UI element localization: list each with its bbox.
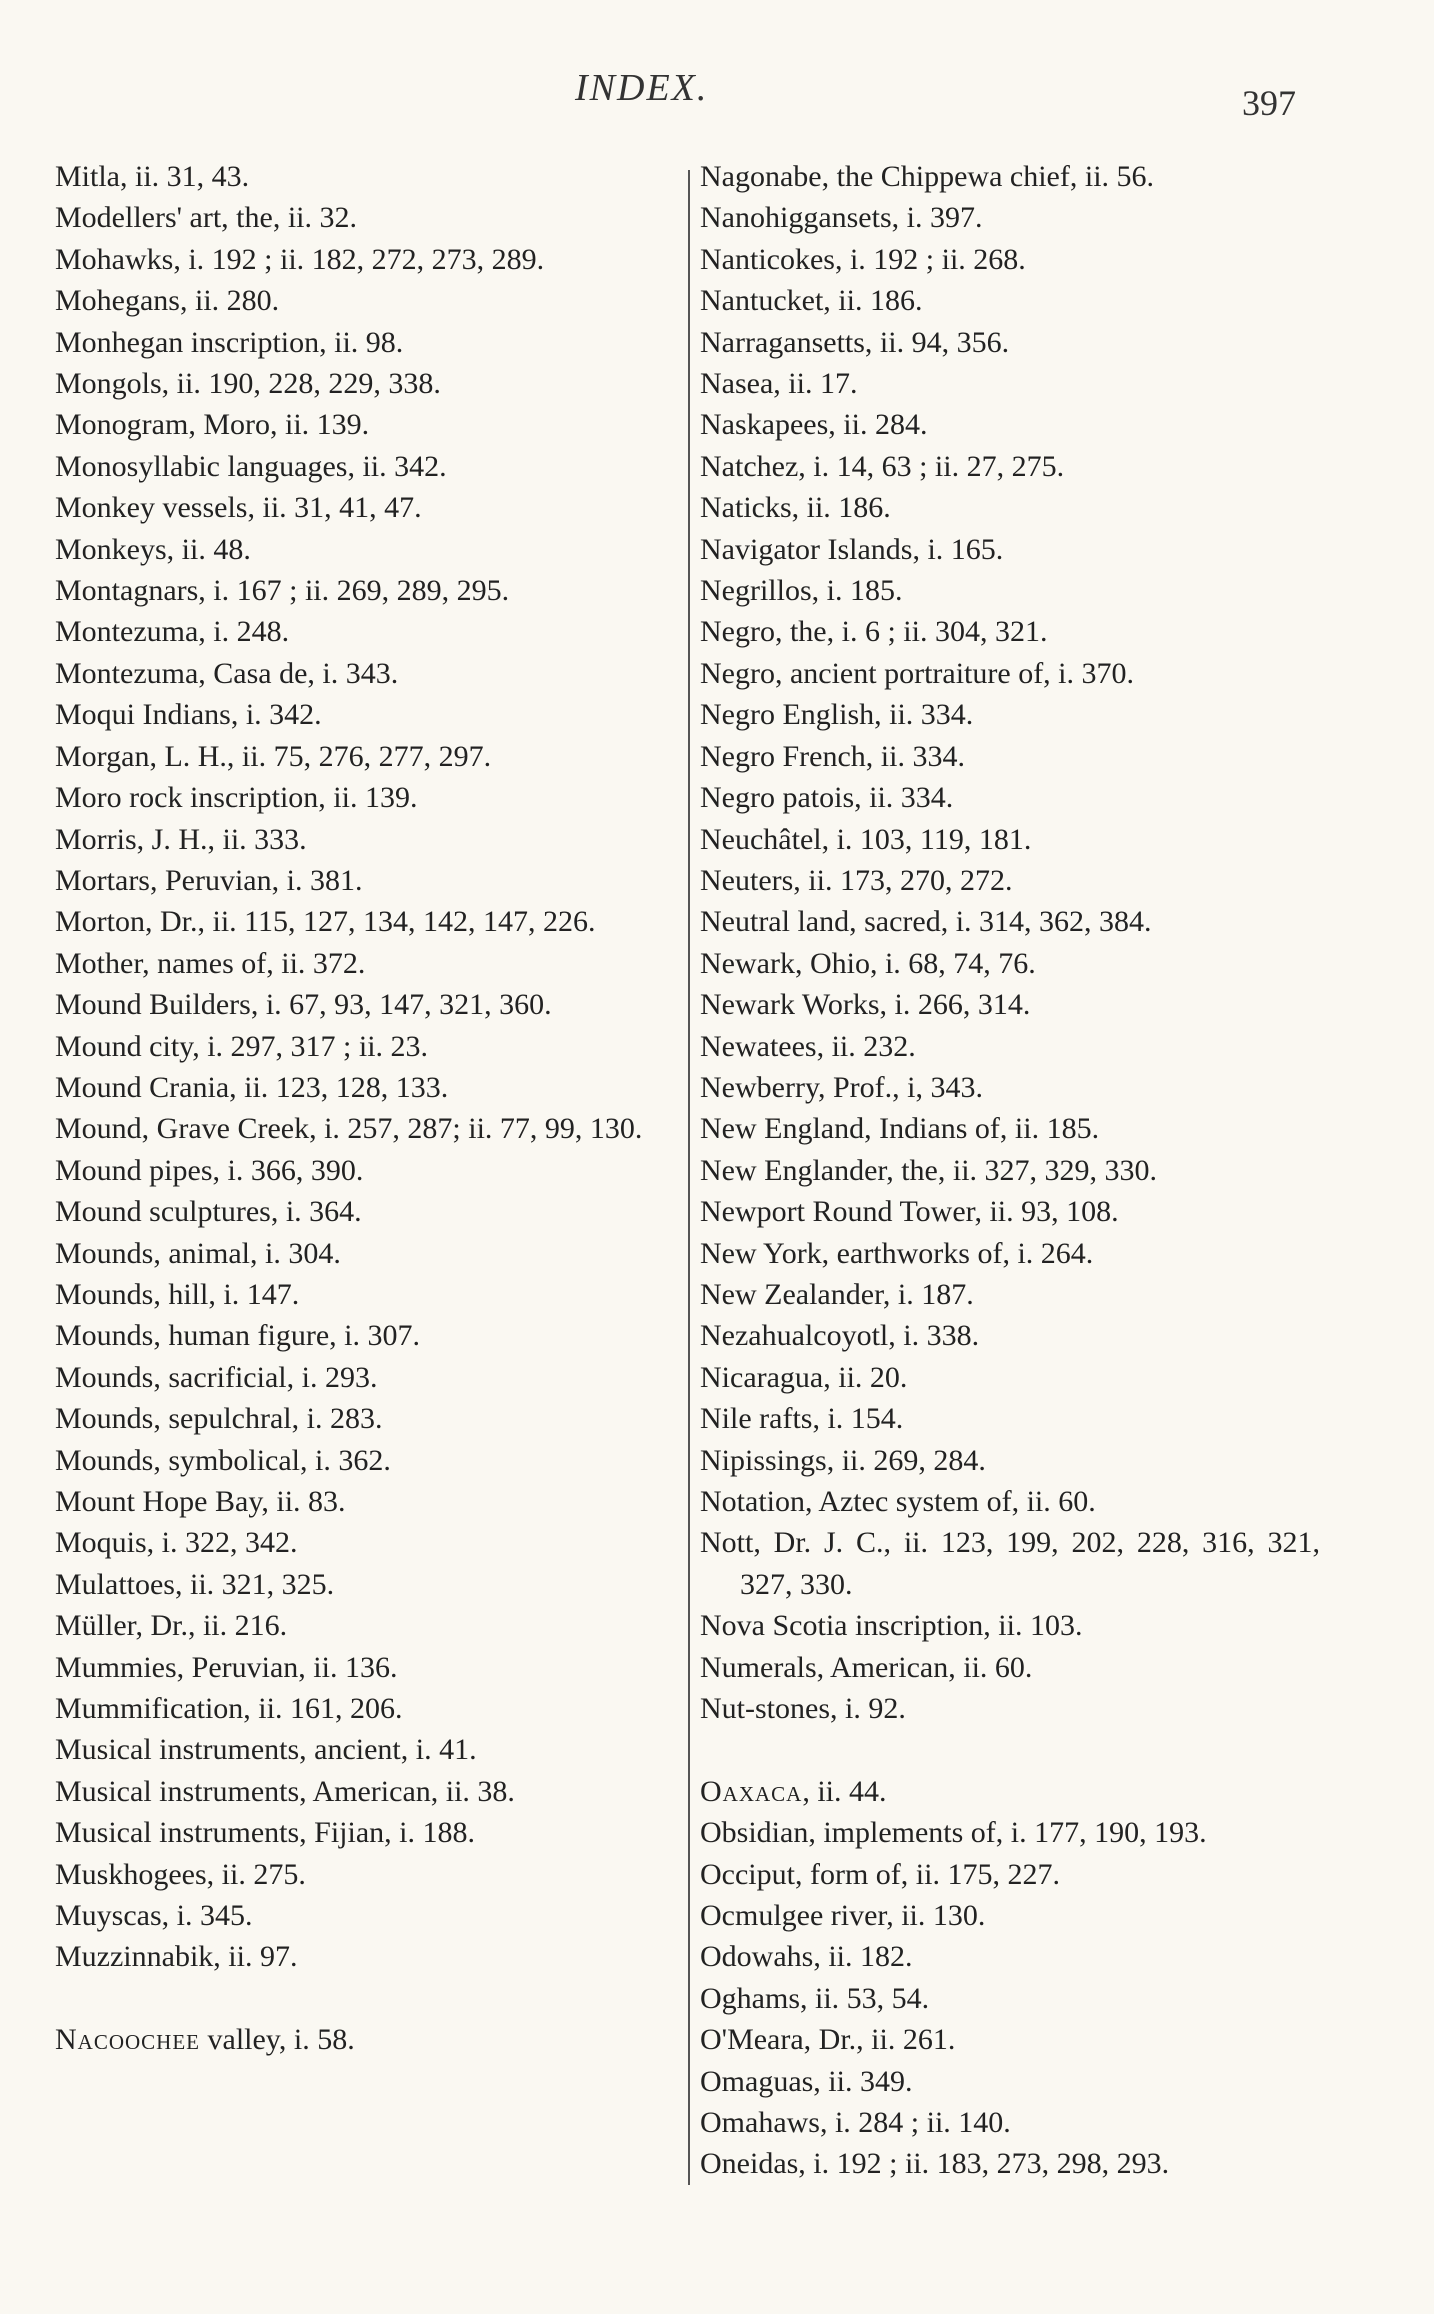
section-gap	[700, 1729, 1320, 1770]
index-entry: Notation, Aztec system of, ii. 60.	[700, 1485, 1096, 1518]
index-entry: Omahaws, i. 284 ; ii. 140.	[700, 2106, 1011, 2140]
index-entry: Newberry, Prof., i, 343.	[700, 1070, 983, 1104]
index-entry: Mount Hope Bay, ii. 83.	[55, 1485, 346, 1518]
column-rule	[688, 170, 690, 2185]
running-head	[0, 66, 1434, 126]
index-entry: Monkey vessels, ii. 31, 41, 47.	[55, 491, 422, 525]
index-entry: Moro rock inscription, ii. 139.	[55, 781, 418, 815]
index-entry: Montagnars, i. 167 ; ii. 269, 289, 295.	[55, 574, 510, 608]
index-entry: O'Meara, Dr., ii. 261.	[700, 2023, 956, 2057]
index-entry: Naskapees, ii. 284.	[700, 408, 928, 442]
index-entry: Montezuma, i. 248.	[55, 615, 290, 649]
index-entry: Nipissings, ii. 269, 284.	[700, 1443, 986, 1477]
index-entry: Mound city, i. 297, 317 ; ii. 23.	[55, 1029, 429, 1063]
index-entry: Navigator Islands, i. 165.	[700, 532, 1004, 566]
index-entry: Modellers' art, the, ii. 32.	[55, 201, 358, 235]
index-entry: Negro, ancient portraiture of, i. 370.	[700, 656, 1135, 690]
index-entry: Mulattoes, ii. 321, 325.	[55, 1567, 335, 1601]
index-entry: Mounds, human figure, i. 307.	[55, 1319, 420, 1353]
index-entry: Occiput, form of, ii. 175, 227.	[700, 1857, 1060, 1891]
index-entry: Oneidas, i. 192 ; ii. 183, 273, 298, 293.	[700, 2147, 1170, 2181]
index-entry: Nezahualcoyotl, i. 338.	[700, 1319, 980, 1353]
index-entry: Nut-stones, i. 92.	[700, 1692, 906, 1726]
index-entry: Nova Scotia inscription, ii. 103.	[700, 1609, 1083, 1643]
index-entry: Morris, J. H., ii. 333.	[55, 822, 307, 856]
section-first-entry	[700, 1771, 1320, 1812]
index-entry: Mohawks, i. 192 ; ii. 182, 272, 273, 289.	[55, 242, 545, 276]
index-entry: Neutral land, sacred, i. 314, 362, 384.	[700, 905, 1152, 939]
index-entry: Nantucket, ii. 186.	[700, 284, 923, 318]
index-entry: Negrillos, i. 185.	[700, 574, 903, 608]
index-entry: Neuters, ii. 173, 270, 272.	[700, 863, 1013, 897]
index-entry: Nanohiggansets, i. 397.	[700, 201, 983, 235]
index-entry: Müller, Dr., ii. 216.	[55, 1609, 288, 1643]
index-entry: Neuchâtel, i. 103, 119, 181.	[700, 822, 1032, 856]
index-entry: Morgan, L. H., ii. 75, 276, 277, 297.	[55, 739, 492, 773]
index-entry: Nott, Dr. J. C., ii. 123, 199, 202, 228, 316, 321, 327, 330.	[700, 1526, 1320, 1601]
right-column	[700, 156, 1320, 2185]
left-column	[55, 156, 675, 2061]
index-entry: Mounds, symbolical, i. 362.	[55, 1443, 391, 1477]
index-entry: Monkeys, ii. 48.	[55, 532, 251, 566]
index-entry: Mitla, ii. 31, 43.	[55, 160, 250, 193]
index-entry: Newark, Ohio, i. 68, 74, 76.	[700, 946, 1036, 980]
index-entry: Nasea, ii. 17.	[700, 367, 858, 401]
index-entry: Mummification, ii. 161, 206.	[55, 1692, 403, 1726]
index-entry: Nicaragua, ii. 20.	[700, 1360, 908, 1394]
index-entry: Negro, the, i. 6 ; ii. 304, 321.	[700, 615, 1048, 649]
section-first-entry	[55, 2019, 675, 2060]
section-entry-rest: valley, i. 58.	[200, 2023, 355, 2057]
index-entry: Mounds, sacrificial, i. 293.	[55, 1360, 378, 1394]
index-entry: New England, Indians of, ii. 185.	[700, 1112, 1100, 1146]
index-entry: Naticks, ii. 186.	[700, 491, 891, 525]
section-head: Oaxaca	[700, 1774, 803, 1808]
section-gap	[55, 1978, 675, 2019]
index-entry: Moqui Indians, i. 342.	[55, 698, 322, 732]
index-entry: Muskhogees, ii. 275.	[55, 1857, 306, 1891]
index-entry: Muzzinnabik, ii. 97.	[55, 1940, 298, 1974]
index-entry: Montezuma, Casa de, i. 343.	[55, 656, 399, 690]
index-entry: Newark Works, i. 266, 314.	[700, 988, 1031, 1022]
index-entry: Obsidian, implements of, i. 177, 190, 193.	[700, 1816, 1207, 1850]
running-title: INDEX.	[575, 67, 709, 109]
index-entry: Musical instruments, American, ii. 38.	[55, 1774, 515, 1808]
index-entry: Nagonabe, the Chippewa chief, ii. 56.	[700, 160, 1155, 193]
index-entry: Oghams, ii. 53, 54.	[700, 1981, 930, 2015]
index-entry: Musical instruments, ancient, i. 41.	[55, 1733, 477, 1767]
index-entry: Mound Crania, ii. 123, 128, 133.	[55, 1070, 449, 1104]
index-entry: New Englander, the, ii. 327, 329, 330.	[700, 1153, 1158, 1187]
index-entry: Negro patois, ii. 334.	[700, 781, 954, 815]
index-entry: Omaguas, ii. 349.	[700, 2064, 913, 2098]
section-head: Nacoochee	[55, 2023, 200, 2057]
index-entry: Newport Round Tower, ii. 93, 108.	[700, 1195, 1119, 1229]
index-entry: Natchez, i. 14, 63 ; ii. 27, 275.	[700, 449, 1065, 483]
index-entry: Negro French, ii. 334.	[700, 739, 965, 773]
section-entry-rest: , ii. 44.	[802, 1774, 887, 1808]
index-entry: Odowahs, ii. 182.	[700, 1940, 913, 1974]
page-number: 397	[1242, 83, 1296, 123]
index-entry: Negro English, ii. 334.	[700, 698, 974, 732]
index-entry: New Zealander, i. 187.	[700, 1277, 974, 1311]
index-entry: Mummies, Peruvian, ii. 136.	[55, 1650, 398, 1684]
index-entry: Moquis, i. 322, 342.	[55, 1526, 298, 1560]
index-entry: Mohegans, ii. 280.	[55, 284, 280, 318]
index-entry: Mother, names of, ii. 372.	[55, 946, 366, 980]
index-entry: Muyscas, i. 345.	[55, 1899, 253, 1933]
index-entry: Mound Builders, i. 67, 93, 147, 321, 360.	[55, 988, 552, 1022]
index-entry: Monogram, Moro, ii. 139.	[55, 408, 370, 442]
index-entry: Monhegan inscription, ii. 98.	[55, 325, 404, 359]
index-entry: Narragansetts, ii. 94, 356.	[700, 325, 1010, 359]
index-entry: Newatees, ii. 232.	[700, 1029, 916, 1063]
index-entry: Mortars, Peruvian, i. 381.	[55, 863, 363, 897]
index-entry: Mounds, hill, i. 147.	[55, 1277, 300, 1311]
index-entry: Mound sculptures, i. 364.	[55, 1195, 362, 1229]
index-entry: Mounds, sepulchral, i. 283.	[55, 1402, 383, 1436]
index-entry: Numerals, American, ii. 60.	[700, 1650, 1033, 1684]
index-entry: New York, earthworks of, i. 264.	[700, 1236, 1094, 1270]
index-entry: Musical instruments, Fijian, i. 188.	[55, 1816, 475, 1850]
index-entry: Nile rafts, i. 154.	[700, 1402, 904, 1436]
index-entry: Morton, Dr., ii. 115, 127, 134, 142, 147, 226.	[55, 905, 596, 939]
index-entry: Mounds, animal, i. 304.	[55, 1236, 341, 1270]
index-entry: Monosyllabic languages, ii. 342.	[55, 449, 447, 483]
index-entry: Nanticokes, i. 192 ; ii. 268.	[700, 242, 1026, 276]
index-entry: Ocmulgee river, ii. 130.	[700, 1899, 986, 1933]
index-entry: Mound, Grave Creek, i. 257, 287; ii. 77, 99, 130.	[55, 1112, 643, 1146]
index-entry: Mound pipes, i. 366, 390.	[55, 1153, 364, 1187]
index-entry: Mongols, ii. 190, 228, 229, 338.	[55, 367, 441, 401]
